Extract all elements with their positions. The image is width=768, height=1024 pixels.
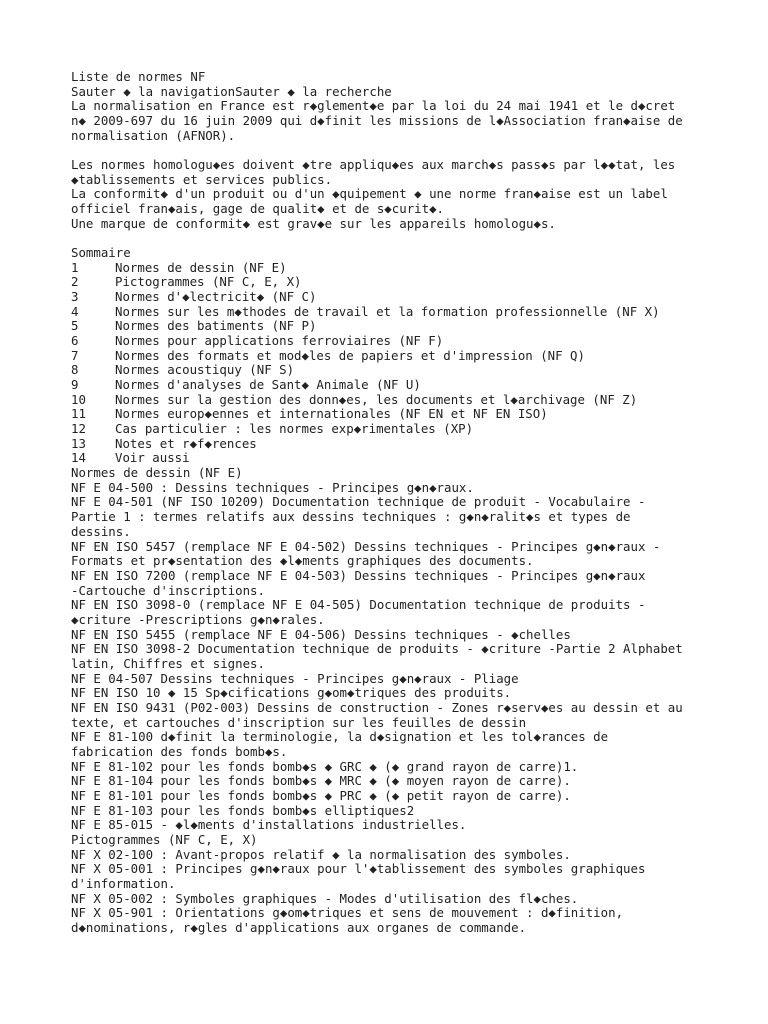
toc-item bbox=[71, 451, 721, 466]
document-header bbox=[71, 70, 721, 143]
text-line: latin, Chiffres et signes. bbox=[71, 655, 265, 671]
text-line: NF X 05-002 : Symboles graphiques - Modes d'utilisation des fl◆ches. bbox=[71, 890, 579, 906]
toc-item bbox=[71, 305, 721, 320]
text-line: d◆nominations, r◆gles d'applications aux organes de commande. bbox=[71, 919, 527, 935]
text-line: NF X 02-100 : Avant-propos relatif ◆ la normalisation des symboles. bbox=[71, 846, 571, 862]
text-line: dessins. bbox=[71, 523, 131, 539]
text-line: NF EN ISO 9431 (P02-003) Dessins de construction - Zones r◆serv◆es au dessin et au bbox=[71, 699, 683, 715]
text-line: NF E 81-102 pour les fonds bomb◆s ◆ GRC ◆ (◆ grand rayon de carre)1. bbox=[71, 758, 579, 774]
text-line: NF EN ISO 10 ◆ 15 Sp◆cifications g◆om◆triques des produits. bbox=[71, 685, 512, 701]
toc-item bbox=[71, 261, 721, 276]
text-line: NF EN ISO 3098-2 Documentation technique de produits - ◆criture -Partie 2 Alphabet bbox=[71, 641, 683, 657]
toc-item-number: 5 bbox=[71, 318, 79, 334]
document-body bbox=[71, 466, 721, 936]
table-of-contents bbox=[71, 261, 721, 466]
text-line: Liste de normes NF bbox=[71, 69, 206, 84]
toc-item-label: Normes pour applications ferroviaires (NF F) bbox=[115, 333, 444, 349]
text-line: La conformit◆ d'un produit ou d'un ◆quipement ◆ une norme fran◆aise est un label bbox=[71, 186, 668, 202]
toc-item bbox=[71, 378, 721, 393]
text-line: texte, et cartouches d'inscription sur les feuilles de dessin bbox=[71, 714, 527, 730]
toc-item bbox=[71, 393, 721, 408]
text-line: NF E 04-500 : Dessins techniques - Principes g◆n◆raux. bbox=[71, 479, 474, 495]
toc-item-number: 8 bbox=[71, 362, 79, 378]
toc-item bbox=[71, 407, 721, 422]
text-line: NF X 05-901 : Orientations g◆om◆triques et sens de mouvement : d◆finition, bbox=[71, 905, 624, 921]
toc-item-number: 6 bbox=[71, 333, 79, 349]
toc-title: Sommaire bbox=[71, 245, 131, 261]
toc-item-number: 3 bbox=[71, 289, 79, 305]
text-line: ◆criture -Prescriptions g◆n◆rales. bbox=[71, 611, 325, 627]
document-intro bbox=[71, 158, 721, 231]
text-line: NF E 81-103 pour les fonds bomb◆s elliptiques2 bbox=[71, 802, 415, 818]
document-text bbox=[71, 70, 721, 936]
toc-item-label: Normes des formats et mod◆les de papiers et d'impression (NF Q) bbox=[115, 347, 585, 363]
toc-item-label: Normes sur les m◆thodes de travail et la formation professionnelle (NF X) bbox=[115, 303, 660, 319]
text-line: NF X 05-001 : Principes g◆n◆raux pour l'◆tablissement des symboles graphiques bbox=[71, 861, 646, 877]
toc-item-number: 13 bbox=[71, 435, 86, 451]
toc-item-number: 4 bbox=[71, 303, 79, 319]
text-line: NF E 85-015 - ◆l◆ments d'installations industrielles. bbox=[71, 817, 467, 833]
toc-item bbox=[71, 334, 721, 349]
toc-item-number: 11 bbox=[71, 406, 86, 422]
toc-item-label: Normes d'analyses de Sant◆ Animale (NF U) bbox=[115, 377, 421, 393]
toc-item-number: 2 bbox=[71, 274, 79, 290]
text-line: ◆tablissements et services publics. bbox=[71, 171, 333, 187]
text-line: Sauter ◆ la navigationSauter ◆ la recherche bbox=[71, 83, 392, 99]
toc-item-label: Normes acoustiquy (NF S) bbox=[115, 362, 295, 378]
toc-item-number: 1 bbox=[71, 259, 79, 275]
text-line: d'information. bbox=[71, 875, 176, 891]
text-line: Partie 1 : termes relatifs aux dessins techniques : g◆n◆ralit◆s et types de bbox=[71, 509, 631, 525]
toc-item-label: Voir aussi bbox=[115, 450, 190, 466]
spacer bbox=[71, 143, 721, 158]
toc-item-label: Normes d'◆lectricit◆ (NF C) bbox=[115, 289, 317, 305]
text-line: n◆ 2009-697 du 16 juin 2009 qui d◆finit les missions de l◆Association fran◆aise de bbox=[71, 113, 683, 129]
text-line: Normes de dessin (NF E) bbox=[71, 465, 243, 481]
text-line: NF E 81-101 pour les fonds bomb◆s ◆ PRC ◆ (◆ petit rayon de carre). bbox=[71, 787, 571, 803]
text-line: Une marque de conformit◆ est grav◆e sur les appareils homologu◆s. bbox=[71, 215, 556, 231]
toc-item bbox=[71, 422, 721, 437]
toc-item bbox=[71, 363, 721, 378]
text-line: officiel fran◆ais, gage de qualit◆ et de s◆curit◆. bbox=[71, 201, 444, 217]
text-line: Les normes homologu◆es doivent ◆tre appliqu◆es aux march◆s pass◆s par l◆◆tat, les bbox=[71, 157, 676, 173]
text-line: NF E 04-507 Dessins techniques - Principes g◆n◆raux - Pliage bbox=[71, 670, 519, 686]
toc-item-number: 7 bbox=[71, 347, 79, 363]
toc-item bbox=[71, 319, 721, 334]
spacer bbox=[71, 231, 721, 246]
text-line: NF E 81-100 d◆finit la terminologie, la d◆signation et les tol◆rances de bbox=[71, 729, 609, 745]
text-line: NF EN ISO 5455 (remplace NF E 04-506) Dessins techniques - ◆chelles bbox=[71, 626, 571, 642]
text-line: -Cartouche d'inscriptions. bbox=[71, 582, 265, 598]
text-line: NF EN ISO 7200 (remplace NF E 04-503) Dessins techniques - Principes g◆n◆raux bbox=[71, 567, 646, 583]
toc-item bbox=[71, 437, 721, 452]
toc-item-label: Notes et r◆f◆rences bbox=[115, 435, 257, 451]
toc-item-label: Normes des batiments (NF P) bbox=[115, 318, 317, 334]
text-line: NF EN ISO 3098-0 (remplace NF E 04-505) Documentation technique de produits - bbox=[71, 597, 646, 613]
text-line: NF E 04-501 (NF ISO 10209) Documentation technique de produit - Vocabulaire - bbox=[71, 494, 646, 510]
toc-item-label: Normes de dessin (NF E) bbox=[115, 259, 287, 275]
text-line: Formats et pr◆sentation des ◆l◆ments graphiques des documents. bbox=[71, 553, 534, 569]
text-line: NF E 81-104 pour les fonds bomb◆s ◆ MRC ◆ (◆ moyen rayon de carre). bbox=[71, 773, 571, 789]
toc-item-number: 12 bbox=[71, 421, 86, 437]
toc-item-number: 9 bbox=[71, 377, 79, 393]
toc-item-label: Pictogrammes (NF C, E, X) bbox=[115, 274, 302, 290]
text-line: normalisation (AFNOR). bbox=[71, 127, 236, 143]
toc-item bbox=[71, 290, 721, 305]
toc-item-number: 10 bbox=[71, 391, 86, 407]
toc-item-label: Cas particulier : les normes exp◆rimentales (XP) bbox=[115, 421, 474, 437]
toc-item-label: Normes sur la gestion des donn◆es, les documents et l◆archivage (NF Z) bbox=[115, 391, 638, 407]
text-line: La normalisation en France est r◆glement◆e par la loi du 24 mai 1941 et le d◆cret bbox=[71, 98, 676, 114]
text-line: Pictogrammes (NF C, E, X) bbox=[71, 831, 258, 847]
text-line: fabrication des fonds bomb◆s. bbox=[71, 743, 288, 759]
toc-item-label: Normes europ◆ennes et internationales (NF EN et NF EN ISO) bbox=[115, 406, 548, 422]
toc-item bbox=[71, 275, 721, 290]
toc-item bbox=[71, 349, 721, 364]
text-line: NF EN ISO 5457 (remplace NF E 04-502) Dessins techniques - Principes g◆n◆raux - bbox=[71, 538, 661, 554]
toc-item-number: 14 bbox=[71, 450, 86, 466]
